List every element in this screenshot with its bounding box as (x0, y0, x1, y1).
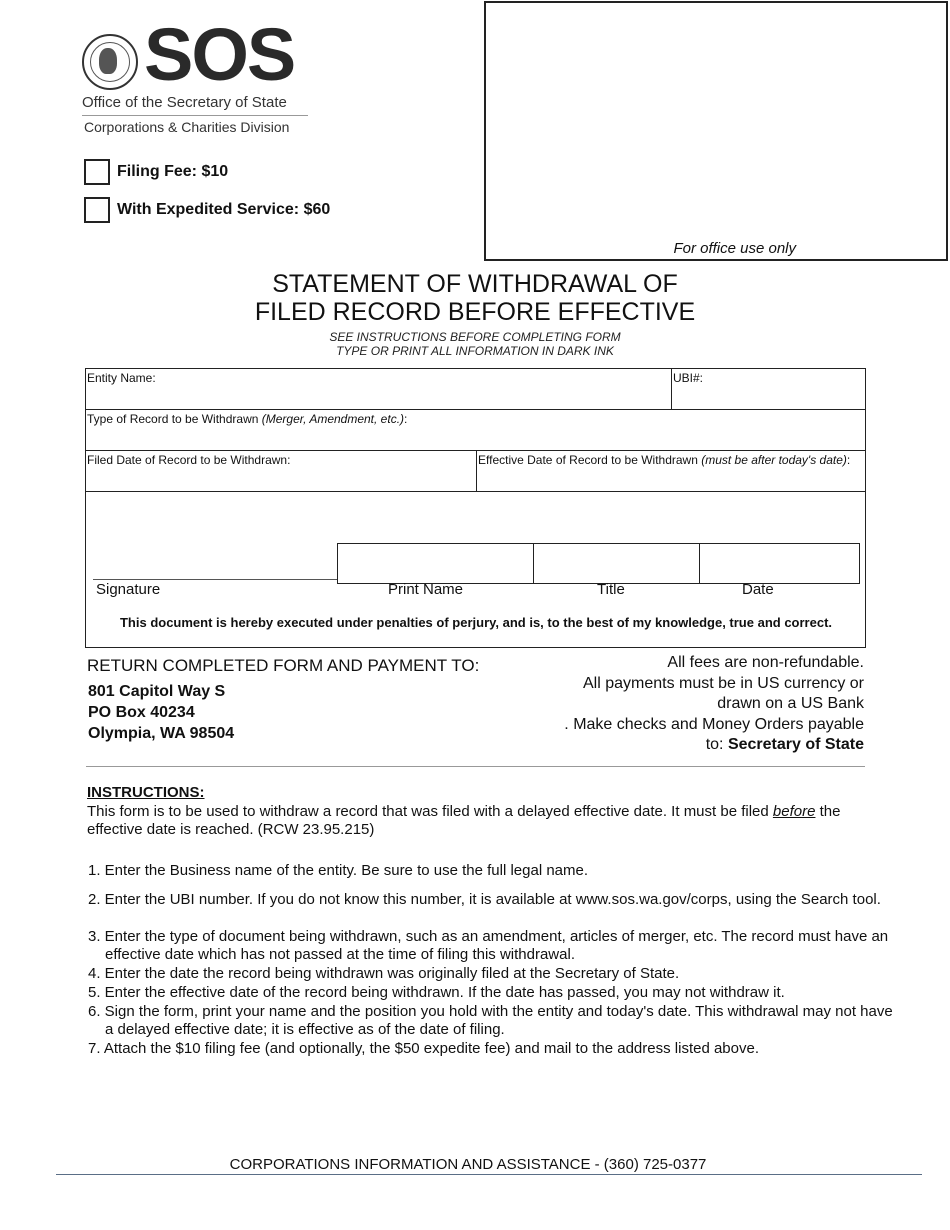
instruction-step: 6. Sign the form, print your name and the position you hold with the entity and today's date. This withdrawal may not have a delayed effective date; it is effective as of the date of filing. (88, 1003, 893, 1038)
instruction-step: 3. Enter the type of document being withdrawn, such as an amendment, articles of merger, etc. The record must have an effective date which has not passed at the time of filing this withdrawal. (88, 928, 889, 963)
footer-contact: CORPORATIONS INFORMATION AND ASSISTANCE - (360) 725-0377 (229, 1156, 707, 1173)
ubi-label: UBI#: (673, 371, 704, 385)
logo-division-name: Corporations & Charities Division (84, 119, 290, 135)
perjury-statement: This document is hereby executed under penalties of perjury, and is, to the best of my knowledge, true and correct. (119, 615, 833, 630)
effective-date-label: Effective Date of Record to be Withdrawn (must be after today's date): (478, 453, 851, 467)
instruction-step: 5. Enter the effective date of the record being withdrawn. If the date has passed, you may not withdraw it. (88, 984, 785, 1001)
address-line: PO Box 40234 (88, 704, 195, 721)
form-title-line2: FILED RECORD BEFORE EFFECTIVE (254, 298, 696, 326)
state-seal-icon (82, 34, 138, 90)
address-line: Olympia, WA 98504 (88, 725, 235, 742)
instructions-intro: This form is to be used to withdraw a record that was filed with a delayed effective date. It must be filed before the effective date is reached. (RCW 23.95.215) (87, 803, 841, 838)
entity-name-box (85, 368, 672, 410)
footer-rule (56, 1174, 922, 1175)
signature-field[interactable] (93, 548, 338, 579)
entity-name-field[interactable] (86, 385, 671, 409)
address-line: 801 Capitol Way S (88, 683, 226, 700)
instructions-note: SEE INSTRUCTIONS BEFORE COMPLETING FORM (329, 330, 621, 344)
title-field[interactable] (533, 543, 700, 584)
filing-fee-label: Filing Fee: $10 (117, 163, 229, 180)
record-type-label: Type of Record to be Withdrawn (Merger, Amendment, etc.): (87, 412, 408, 426)
form-title-line1: STATEMENT OF WITHDRAWAL OF (272, 270, 678, 298)
print-name-field[interactable] (337, 543, 534, 584)
instruction-step: 2. Enter the UBI number. If you do not know this number, it is available at www.sos.wa.gov/corps, using the Search tool. (88, 891, 881, 908)
office-use-label: For office use only (673, 240, 796, 257)
fee-note: drawn on a US Bank (717, 695, 864, 712)
logo-office-name: Office of the Secretary of State (82, 94, 287, 111)
record-type-box (85, 409, 866, 451)
payable-to: to: Secretary of State (705, 736, 864, 753)
logo-wordmark: SOS (144, 13, 295, 96)
return-heading: RETURN COMPLETED FORM AND PAYMENT TO: (87, 656, 480, 675)
expedited-service-checkbox[interactable] (84, 197, 110, 223)
title-label: Title (597, 581, 625, 598)
ubi-field[interactable] (672, 385, 865, 409)
fee-note: All fees are non-refundable. (667, 654, 864, 671)
effective-date-box (476, 450, 866, 492)
fee-note: . Make checks and Money Orders payable (564, 716, 864, 733)
date-label: Date (742, 581, 774, 598)
instruction-step: 7. Attach the $10 filing fee (and optionally, the $50 expedite fee) and mail to the address listed above. (88, 1040, 760, 1057)
effective-date-field[interactable] (477, 467, 865, 491)
filing-fee-checkbox[interactable] (84, 159, 110, 185)
signature-line (93, 579, 338, 580)
entity-name-label: Entity Name: (87, 371, 156, 385)
section-divider (86, 766, 865, 767)
instruction-step: 4. Enter the date the record being withdrawn was originally filed at the Secretary of State. (88, 965, 680, 982)
fee-note: All payments must be in US currency or (583, 675, 864, 692)
record-type-field[interactable] (86, 426, 865, 450)
signature-label: Signature (96, 581, 161, 598)
filed-date-field[interactable] (86, 467, 476, 491)
instruction-step: 1. Enter the Business name of the entity. Be sure to use the full legal name. (88, 862, 589, 879)
print-name-label: Print Name (388, 581, 464, 598)
office-use-box (484, 1, 948, 261)
ink-note: TYPE OR PRINT ALL INFORMATION IN DARK INK (336, 344, 614, 358)
filed-date-box (85, 450, 477, 492)
instructions-heading: INSTRUCTIONS: (87, 784, 205, 801)
expedited-service-label: With Expedited Service: $60 (117, 201, 331, 218)
date-field[interactable] (699, 543, 860, 584)
logo-divider (82, 115, 308, 116)
sos-logo (82, 13, 322, 144)
ubi-box (671, 368, 866, 410)
filed-date-label: Filed Date of Record to be Withdrawn: (87, 453, 291, 467)
